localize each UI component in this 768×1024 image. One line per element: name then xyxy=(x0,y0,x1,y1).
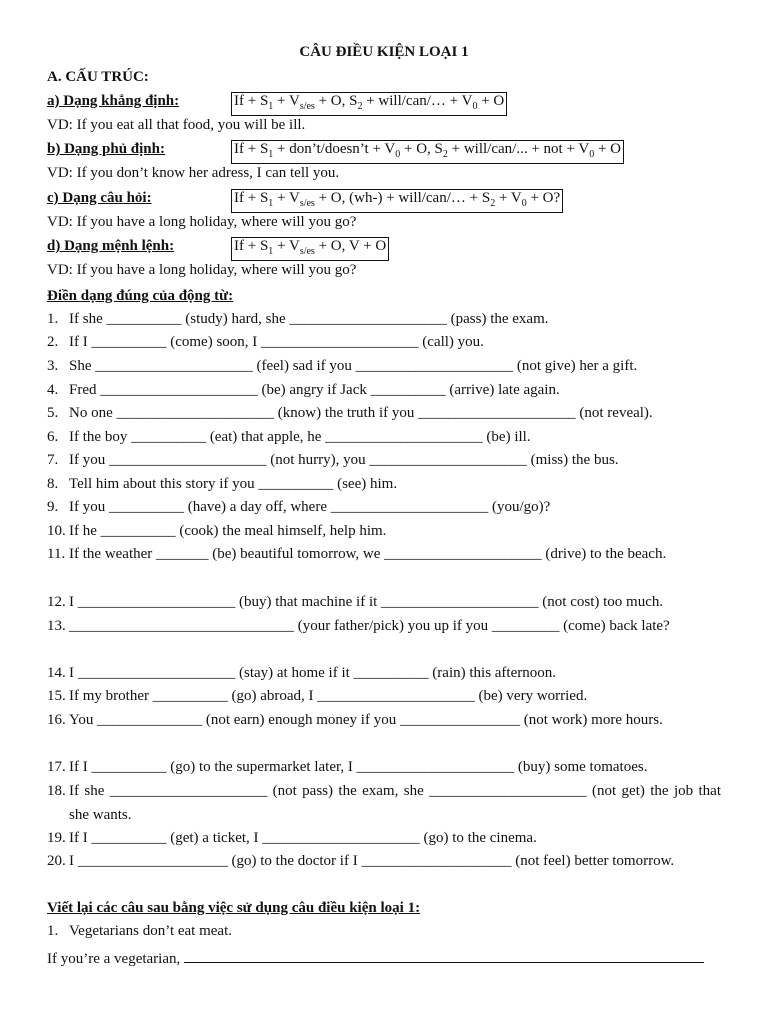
exercise-1-heading: Điền dạng đúng của động từ: xyxy=(47,288,234,304)
structure-d-label: d) Dạng mệnh lệnh: xyxy=(47,238,175,254)
exercise-item: 19. If I __________ (get) a ticket, I _____________________ (go) to the cinema. xyxy=(47,830,537,846)
structure-c xyxy=(47,188,721,213)
exercise-item: 1. If she __________ (study) hard, she _____________________ (pass) the exam. xyxy=(47,311,549,327)
exercise-item: 7. If you _____________________ (not hurry), you _____________________ (miss) the bus. xyxy=(47,452,619,468)
exercise-item: 15. If my brother __________ (go) abroad, I _____________________ (be) very worried. xyxy=(47,688,588,704)
page-title: CÂU ĐIỀU KIỆN LOẠI 1 xyxy=(299,44,469,60)
exercise-item: 17. If I __________ (go) to the supermarket later, I _____________________ (buy) some tomatoes. xyxy=(47,759,648,775)
structure-b-example: VD: If you don’t know her adress, I can tell you. xyxy=(47,165,340,181)
exercise-item: 8. Tell him about this story if you __________ (see) him. xyxy=(47,476,398,492)
rewrite-item: 1. Vegetarians don’t eat meat. xyxy=(47,923,232,939)
exercise-item: 13. ______________________________ (your father/pick) you up if you _________ (come) back late? xyxy=(47,618,670,634)
exercise-item: 11. If the weather _______ (be) beautiful tomorrow, we _____________________ (drive) to the beach. xyxy=(47,546,667,562)
structure-d-example: VD: If you have a long holiday, where will you go? xyxy=(47,262,357,278)
structure-a-example: VD: If you eat all that food, you will be ill. xyxy=(47,117,306,133)
structure-a-label: a) Dạng khẳng định: xyxy=(47,93,180,109)
structure-c-formula: $If + S_1 + V_{s/es} + O$, (wh-) + will/can/… + $S_2 + V_0 + O$? xyxy=(231,189,563,213)
exercise-2-heading: Viết lại các câu sau bằng việc sử dụng câu điều kiện loại 1: xyxy=(47,900,421,916)
structure-b-formula: $If + S_1$ + don’t/doesn’t + $V_0 + O$, $S_2$ + will/can/... + not + $V_0 + O$ xyxy=(231,140,624,164)
exercise-item: 5. No one _____________________ (know) the truth if you _____________________ (not reveal). xyxy=(47,405,653,421)
structure-d xyxy=(47,236,721,261)
structure-b xyxy=(47,139,721,164)
exercise-item: 18. If she _____________________ (not pass) the exam, she _____________________ (not get) the job that she wants. xyxy=(47,783,721,823)
exercise-item: 3. She _____________________ (feel) sad if you _____________________ (not give) her a gift. xyxy=(47,358,638,374)
exercise-item: 6. If the boy __________ (eat) that apple, he _____________________ (be) ill. xyxy=(47,429,531,445)
structure-a-formula: $If + S_1 + V_{s/es} + O$, $S_2$ + will/can/… + $V_0 + O$ xyxy=(231,92,507,116)
exercise-item: 9. If you __________ (have) a day off, where _____________________ (you/go)? xyxy=(47,499,551,515)
exercise-item: 12. I _____________________ (buy) that machine if it _____________________ (not cost) too much. xyxy=(47,594,664,610)
structure-d-formula: $If + S_1 + V_{s/es} + O$, V + O xyxy=(231,237,389,261)
structure-a xyxy=(47,91,721,116)
answer-blank[interactable] xyxy=(184,948,704,963)
exercise-item: 20. I ____________________ (go) to the doctor if I ____________________ (not feel) better tomorrow. xyxy=(47,853,675,869)
exercise-item: 2. If I __________ (come) soon, I _____________________ (call) you. xyxy=(47,334,484,350)
exercise-item: 4. Fred _____________________ (be) angry if Jack __________ (arrive) late again. xyxy=(47,382,560,398)
exercise-item: 14. I _____________________ (stay) at home if it __________ (rain) this afternoon. xyxy=(47,665,557,681)
structure-c-label: c) Dạng câu hỏi: xyxy=(47,190,152,206)
structure-b-label: b) Dạng phủ định: xyxy=(47,141,165,157)
exercise-item: 10. If he __________ (cook) the meal himself, help him. xyxy=(47,523,387,539)
exercise-item: 16. You ______________ (not earn) enough money if you ________________ (not work) more hours. xyxy=(47,712,663,728)
section-a-heading: A. CẤU TRÚC: xyxy=(47,69,149,85)
structure-c-example: VD: If you have a long holiday, where will you go? xyxy=(47,214,357,230)
rewrite-prompt: If you’re a vegetarian, xyxy=(47,951,181,967)
rewrite-answer-line xyxy=(47,948,721,969)
